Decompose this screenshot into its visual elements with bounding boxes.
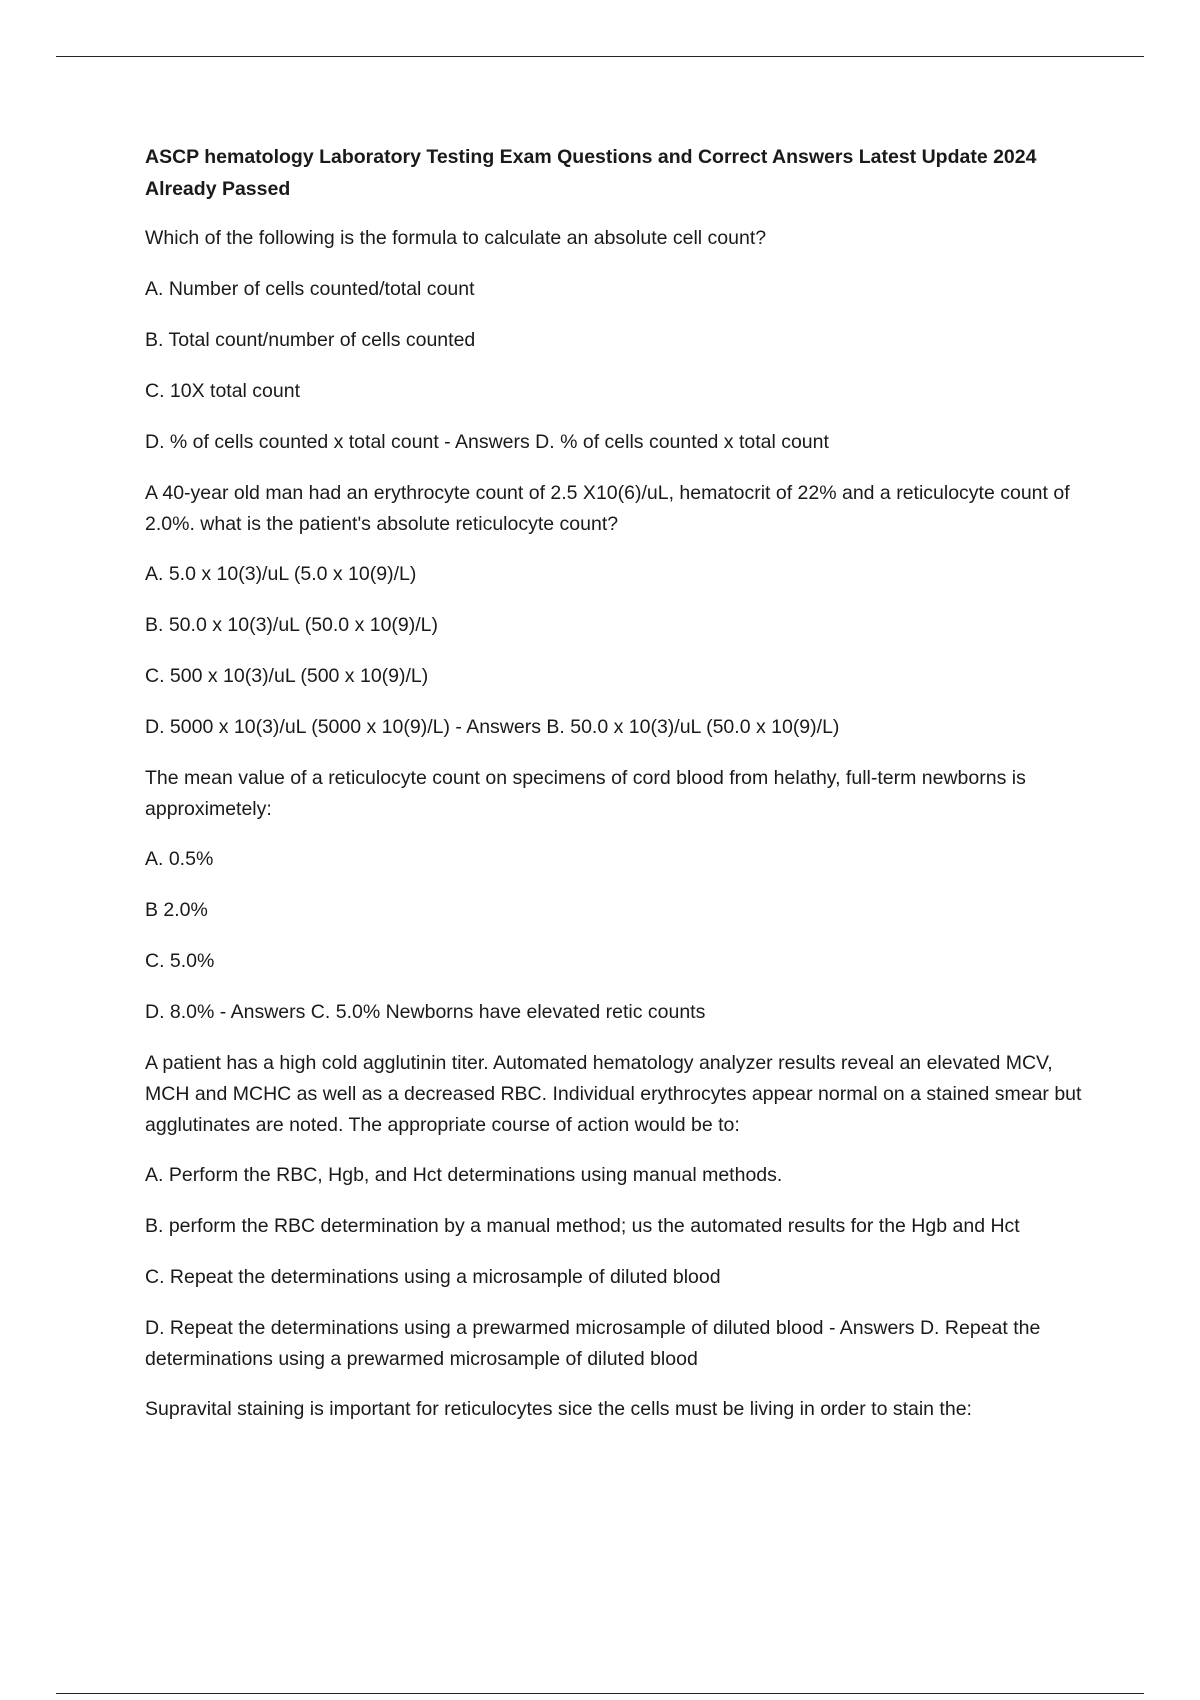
document-title: ASCP hematology Laboratory Testing Exam Questions and Correct Answers Latest Update 2024 Already Passed [145, 146, 1037, 200]
answer-option: D. 8.0% - Answers C. 5.0% Newborns have elevated retic counts [145, 1001, 706, 1023]
question-text: A patient has a high cold agglutinin titer. Automated hematology analyzer results reveal an elevated MCV, MCH and MCHC as well as a decreased RBC. Individual erythrocytes appear normal on a stained smear but agglutinates are noted. The appropriate course of action would be to: [145, 1052, 1082, 1136]
header-rule [56, 56, 1144, 57]
answer-option: B. 50.0 x 10(3)/uL (50.0 x 10(9)/L) [145, 614, 439, 636]
answer-option: B. perform the RBC determination by a manual method; us the automated results for the Hgb and Hct [145, 1215, 1020, 1237]
footer-rule [56, 1693, 1144, 1694]
question-block [145, 763, 1090, 1028]
question-text: Supravital staining is important for reticulocytes sice the cells must be living in order to stain the: [145, 1398, 972, 1420]
answer-option: D. 5000 x 10(3)/uL (5000 x 10(9)/L) - Answers B. 50.0 x 10(3)/uL (50.0 x 10(9)/L) [145, 716, 840, 738]
question-text: The mean value of a reticulocyte count on specimens of cord blood from helathy, full-term newborns is approximetely: [145, 767, 1026, 820]
answer-option: D. % of cells counted x total count - Answers D. % of cells counted x total count [145, 431, 829, 453]
answer-option: C. Repeat the determinations using a microsample of diluted blood [145, 1266, 721, 1288]
answer-option: B. Total count/number of cells counted [145, 329, 476, 351]
document-body [145, 141, 1090, 1445]
question-block [145, 223, 1090, 458]
answer-option: A. Perform the RBC, Hgb, and Hct determinations using manual methods. [145, 1164, 783, 1186]
question-block [145, 478, 1090, 743]
question-text: Which of the following is the formula to calculate an absolute cell count? [145, 227, 767, 249]
answer-option: B 2.0% [145, 899, 208, 921]
answer-option: C. 10X total count [145, 380, 301, 402]
answer-option: C. 500 x 10(3)/uL (500 x 10(9)/L) [145, 665, 429, 687]
answer-option: A. 5.0 x 10(3)/uL (5.0 x 10(9)/L) [145, 563, 417, 585]
answer-option: A. 0.5% [145, 848, 214, 870]
answer-option: C. 5.0% [145, 950, 215, 972]
question-block [145, 1394, 1090, 1425]
answer-option: D. Repeat the determinations using a prewarmed microsample of diluted blood - Answers D. Repeat the determinations using a prewarmed microsample of diluted blood [145, 1317, 1041, 1370]
question-text: A 40-year old man had an erythrocyte count of 2.5 X10(6)/uL, hematocrit of 22% and a reticulocyte count of 2.0%. what is the patient's absolute reticulocyte count? [145, 482, 1070, 535]
answer-option: A. Number of cells counted/total count [145, 278, 475, 300]
question-block [145, 1048, 1090, 1375]
